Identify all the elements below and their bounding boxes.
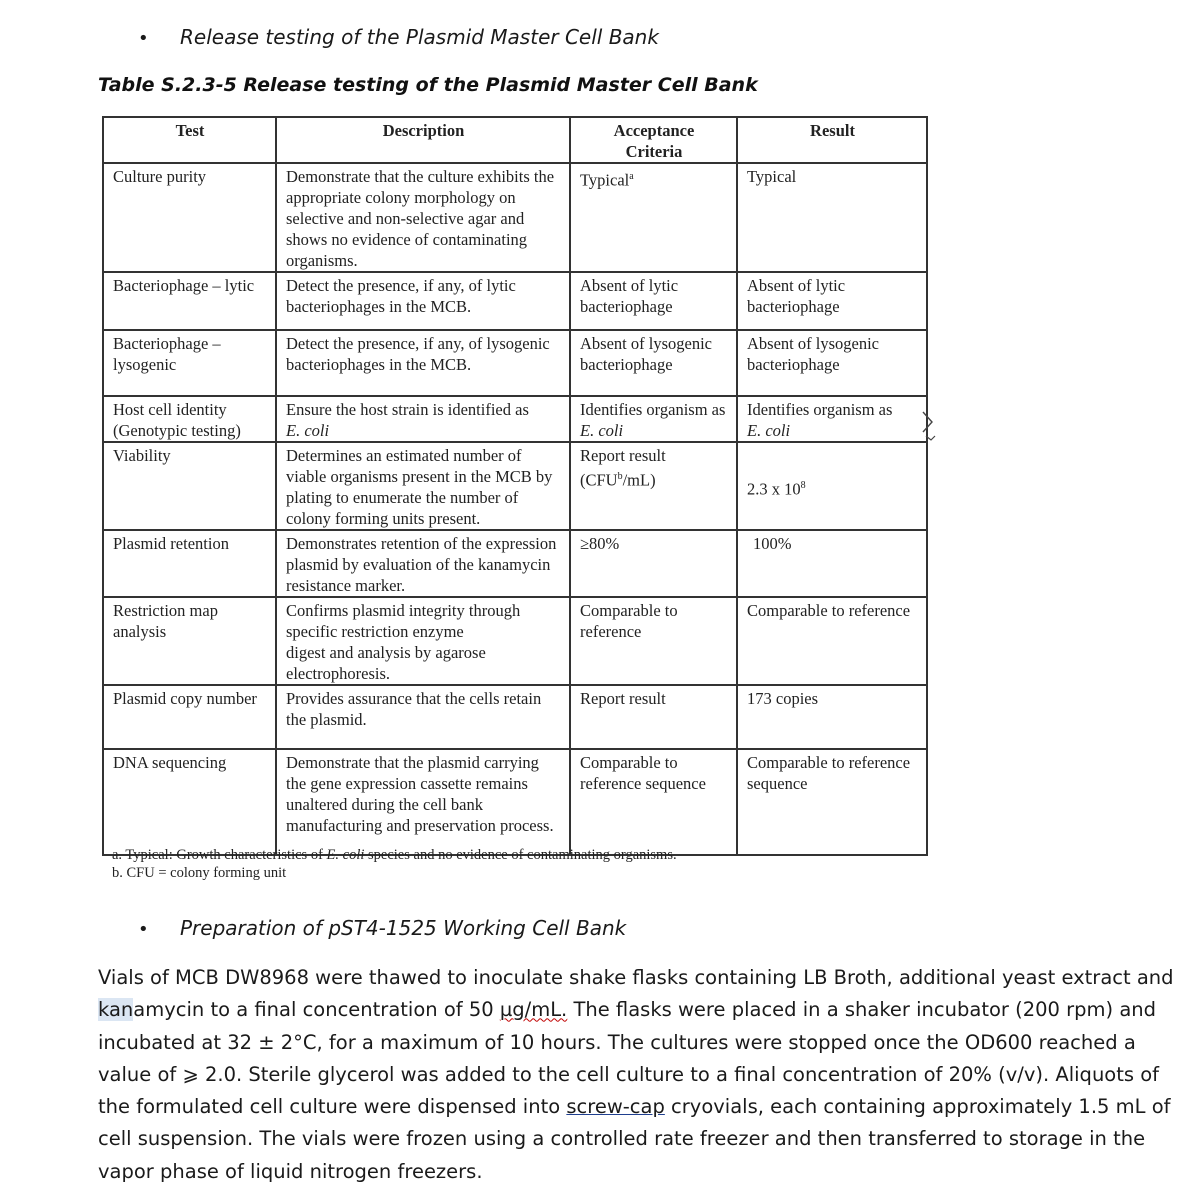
cell-result: Comparable to reference sequence — [737, 749, 927, 855]
cell-description: Demonstrate that the culture exhibits the appropriate colony morphology on selective and non-selective agar and shows no evidence of contaminating organisms. — [276, 163, 570, 272]
header-result: Result — [737, 117, 927, 163]
bullet-release-testing — [138, 25, 659, 49]
bullet-dot: • — [138, 919, 149, 940]
acceptance-unit: (CFU — [580, 470, 618, 490]
cell-test: Restriction map analysis — [103, 597, 276, 685]
cell-description — [276, 396, 570, 442]
resize-cursor-icon — [922, 410, 936, 444]
cell-description: Detect the presence, if any, of lytic bacteriophages in the MCB. — [276, 272, 570, 330]
text-selection-highlight: kan — [98, 998, 134, 1022]
bullet-working-cell-bank — [138, 916, 626, 940]
underlined-term[interactable]: screw-cap — [566, 1095, 665, 1119]
spellcheck-flagged-text[interactable]: µg/mL. — [499, 998, 568, 1022]
footnote-a — [112, 846, 677, 864]
cell-acceptance: Comparable to reference sequence — [570, 749, 737, 855]
table-row — [103, 749, 927, 855]
footnote-b: b. CFU = colony forming unit — [112, 865, 287, 881]
header-test: Test — [103, 117, 276, 163]
result-text: Identifies organism as — [747, 400, 893, 419]
bullet-dot: • — [138, 28, 149, 49]
body-paragraph — [98, 962, 1178, 1188]
cell-result: Comparable to reference — [737, 597, 927, 685]
acceptance-text: Identifies organism as — [580, 400, 726, 419]
cell-description: Demonstrate that the plasmid carrying the gene expression cassette remains unaltered during the cell bank manufacturing and preservation process. — [276, 749, 570, 855]
header-description: Description — [276, 117, 570, 163]
cell-test: DNA sequencing — [103, 749, 276, 855]
description-text: Ensure the host strain is identified as — [286, 400, 529, 419]
cell-acceptance: Comparable to reference — [570, 597, 737, 685]
cell-description: Demonstrates retention of the expression plasmid by evaluation of the kanamycin resistance marker. — [276, 530, 570, 597]
exponent: 8 — [800, 479, 806, 491]
cell-test: Viability — [103, 442, 276, 530]
paragraph-text: The flasks were placed in a shaker incubator (200 rpm) and incubated at 32 ± 2°C, for a maximum of 10 hours. The cultures were stopped once the OD600 reached a value of ⩾ 2.0. Sterile glycerol was added to the cell culture to a final concentration of 20% (v/v). Aliquots of the formulated cell culture were dispensed into — [98, 998, 1160, 1119]
header-acceptance-line1: Acceptance — [613, 121, 695, 140]
paragraph-text: Vials of MCB DW8968 were thawed to inoculate shake flasks containing LB Broth, additional yeast extract and — [98, 966, 1174, 989]
organism-name: E. coli — [326, 847, 365, 863]
cell-result: Absent of lytic bacteriophage — [737, 272, 927, 330]
cell-test: Plasmid copy number — [103, 685, 276, 749]
cell-acceptance — [570, 396, 737, 442]
cell-result — [737, 396, 927, 442]
cell-description: Determines an estimated number of viable organisms present in the MCB by plating to enumerate the number of colony forming units present. — [276, 442, 570, 530]
cell-result: Typical — [737, 163, 927, 272]
table-footnotes — [112, 846, 677, 882]
organism-name: E. coli — [747, 421, 791, 440]
cell-description — [276, 597, 570, 685]
cell-result: Absent of lysogenic bacteriophage — [737, 330, 927, 396]
acceptance-text: Typical — [580, 170, 630, 190]
footnote-marker: b — [617, 471, 623, 482]
description-text-continued: digest and analysis by agarose electrophoresis. — [286, 643, 486, 683]
footnote-a-suffix: species and no evidence of contaminating organisms. — [368, 847, 677, 863]
acceptance-text: Report result — [580, 446, 666, 465]
table-row — [103, 163, 927, 272]
result-text: 2.3 x 10 — [747, 479, 801, 499]
table-row — [103, 597, 927, 685]
cell-acceptance: ≥80% — [570, 530, 737, 597]
table-caption: Table S.2.3-5 Release testing of the Plasmid Master Cell Bank — [98, 74, 758, 96]
footnote-marker: a — [629, 171, 634, 182]
paragraph-text: amycin to a final concentration of 50 — [133, 998, 500, 1022]
cell-acceptance — [570, 442, 737, 530]
cell-description: Detect the presence, if any, of lysogenic bacteriophages in the MCB. — [276, 330, 570, 396]
header-acceptance-criteria — [570, 117, 737, 163]
release-testing-table — [102, 116, 928, 856]
bullet-working-cell-bank-label: Preparation of pST4-1525 Working Cell Bank — [180, 916, 627, 940]
table-row — [103, 272, 927, 330]
table-row — [103, 396, 927, 442]
cell-test: Plasmid retention — [103, 530, 276, 597]
cell-test: Bacteriophage – lytic — [103, 272, 276, 330]
cell-test: Culture purity — [103, 163, 276, 272]
table-row — [103, 330, 927, 396]
acceptance-unit-suffix: /mL) — [622, 470, 656, 490]
footnote-a-text: a. Typical: Growth characteristics of — [112, 847, 323, 863]
cell-result — [737, 442, 927, 530]
cell-description: Provides assurance that the cells retain the plasmid. — [276, 685, 570, 749]
description-text: Confirms plasmid integrity through specific restriction enzyme — [286, 601, 521, 641]
paragraph-text: cryovials, each containing approximately 1.5 mL of cell suspension. The vials were frozen using a controlled rate freezer and then transferred to storage in the vapor phase of liquid nitrogen freezers. — [98, 1095, 1171, 1183]
cell-acceptance — [570, 163, 737, 272]
organism-name: E. coli — [286, 421, 330, 440]
organism-name: E. coli — [580, 421, 624, 440]
cell-result: 100% — [737, 530, 927, 597]
cell-result: 173 copies — [737, 685, 927, 749]
header-acceptance-line2: Criteria — [625, 142, 683, 161]
cell-acceptance: Absent of lysogenic bacteriophage — [570, 330, 737, 396]
table-row — [103, 442, 927, 530]
cell-test: Host cell identity (Genotypic testing) — [103, 396, 276, 442]
table-header-row — [103, 117, 927, 163]
cell-acceptance: Absent of lytic bacteriophage — [570, 272, 737, 330]
cell-test: Bacteriophage – lysogenic — [103, 330, 276, 396]
table-row — [103, 530, 927, 597]
bullet-release-testing-label: Release testing of the Plasmid Master Cell Bank — [180, 25, 659, 49]
table-row — [103, 685, 927, 749]
cell-acceptance: Report result — [570, 685, 737, 749]
